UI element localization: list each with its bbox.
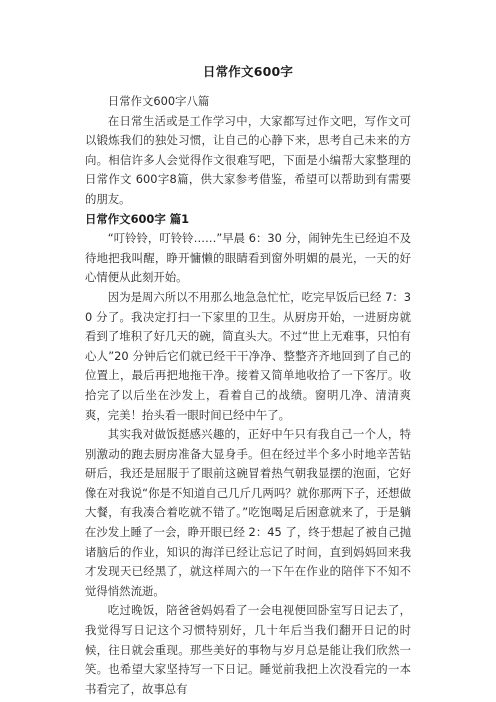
section-heading: 日常作文600字 篇1 — [85, 211, 190, 226]
body-paragraph: “叮铃铃，叮铃铃……”早晨 6：30 分，闹钟先生已经迫不及待地把我叫醒，睁开慵懒的眼睛看到窗外明媚的晨光，一天的好心情便从此刻开始。 — [85, 231, 411, 285]
intro-paragraph: 在日常生活或是工作学习中，大家都写过作文吧，写作文可以锻炼我们的独处习惯，让自己的心静下来，思考自己未来的方向。相信许多人会觉得作文很难写吧，下面是小编帮大家整理的日常作文 600字8篇，供大家参考借鉴，希望可以帮助到有需要的朋友。 — [85, 113, 411, 206]
document-title: 日常作文600字 — [202, 64, 294, 79]
body-paragraph: 因为是周六所以不用那么地急急忙忙，吃完早饭后已经 7：30 分了。我决定打扫一下家里的卫生。从厨房开始，一进厨房就看到了堆积了好几天的碗，简直头大。不过“世上无难事，只怕有心人”20 分钟后它们就已经干干净净、整整齐齐地回到了自己的位置上，最后再把地拖干净。接着又简单地收拾了一下客厅。收拾完了以后坐在沙发上，看着自己的战绩。窗明几净、清清爽爽，完美！抬头看一眼时间已经中午了。 — [85, 289, 411, 422]
body-paragraph: 吃过晚饭，陪爸爸妈妈看了一会电视便回卧室写日记去了，我觉得写日记这个习惯特别好，几十年后当我们翻开日记的时候，往日就会重现。那些美好的事物与岁月总是能让我们欣然一笑。也希望大家坚持写一下日记。睡觉前我把上次没看完的一本书看完了，故事总有 — [85, 603, 411, 696]
document-subtitle: 日常作文600字八篇 — [107, 94, 210, 108]
body-paragraph: 其实我对做饭挺感兴趣的，正好中午只有我自己一个人，特别激动的跑去厨房准备大显身手。但在经过半个多小时地辛苦钻研后，我还是屈服于了眼前这碗冒着热气朝我显摆的泡面，它好像在对我说“你是不知道自己几斤几两吗？就你那两下子，还想做大餐，有我凑合着吃就不错了。”吃饱喝足后困意就来了，于是躺在沙发上睡了一会，睁开眼已经 2：45 了，终于想起了被自己抛诸脑后的作业，知识的海洋已经让忘记了时间，直到妈妈回来我才发现天已经黑了，就这样周六的一下午在作业的陪伴下不知不觉得悄然流逝。 — [85, 427, 411, 598]
document-body — [85, 92, 411, 699]
